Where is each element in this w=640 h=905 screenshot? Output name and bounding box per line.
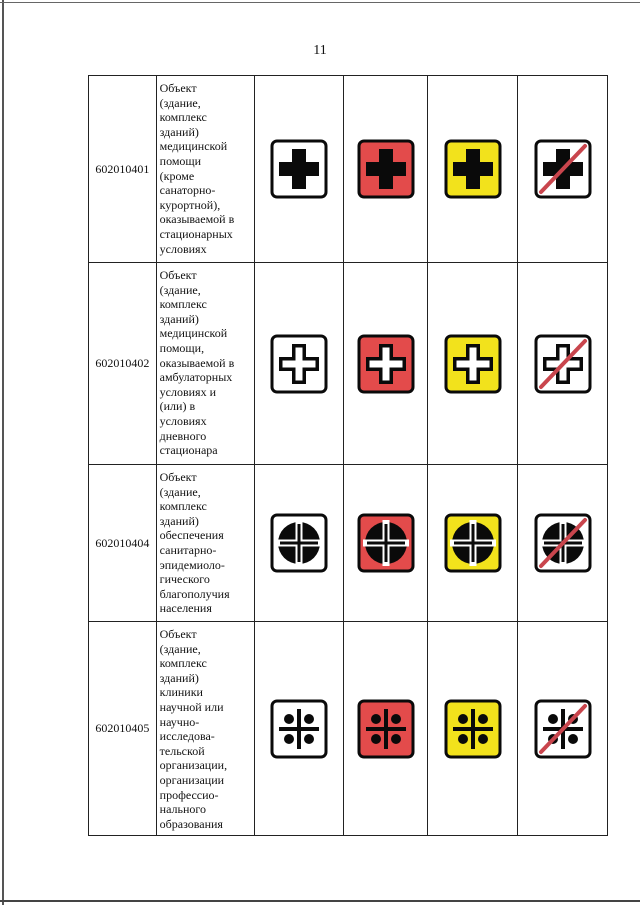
table-row: [89, 263, 608, 465]
icon-cell-crossed: [518, 263, 608, 465]
icon-cell-red: [344, 622, 428, 836]
page-number: 11: [313, 43, 327, 58]
outline-cross-icon: [443, 333, 503, 395]
row-description: Объект (здание, комплекс зданий) обеспечения санитарно- эпидемиоло- гического благополучия населения: [156, 465, 254, 622]
dotted-cross-icon: [356, 698, 416, 760]
icon-cell-red: [344, 263, 428, 465]
solid-cross-icon: [533, 138, 593, 200]
icon-cell-yellow: [428, 76, 518, 263]
icon-cell-white: [254, 76, 344, 263]
circle-cross-icon: [443, 512, 503, 574]
table-row: [89, 76, 608, 263]
solid-cross-icon: [269, 138, 329, 200]
icon-cell-red: [344, 465, 428, 622]
dotted-cross-icon: [269, 698, 329, 760]
circle-cross-icon: [533, 512, 593, 574]
icon-cell-red: [344, 76, 428, 263]
icon-cell-crossed: [518, 465, 608, 622]
outline-cross-icon: [356, 333, 416, 395]
solid-cross-icon: [443, 138, 503, 200]
scan-edge-top: [0, 2, 640, 3]
circle-cross-icon: [269, 512, 329, 574]
row-code: 602010402: [89, 263, 157, 465]
outline-cross-icon: [269, 333, 329, 395]
table-row: [89, 465, 608, 622]
row-code: 602010405: [89, 622, 157, 836]
dotted-cross-icon: [443, 698, 503, 760]
row-code: 602010401: [89, 76, 157, 263]
icon-cell-crossed: [518, 622, 608, 836]
row-description: Объект (здание, комплекс зданий) медицинской помощи, оказываемой в амбулаторных условиях и (или) в условиях дневного стационара: [156, 263, 254, 465]
outline-cross-icon: [533, 333, 593, 395]
row-description: Объект (здание, комплекс зданий) медицинской помощи (кроме санаторно- курортной), оказываемой в стационарных условиях: [156, 76, 254, 263]
icon-cell-crossed: [518, 76, 608, 263]
icon-cell-yellow: [428, 465, 518, 622]
sign-table: [88, 75, 608, 836]
table-row: [89, 622, 608, 836]
icon-cell-white: [254, 622, 344, 836]
icon-cell-yellow: [428, 622, 518, 836]
scan-edge-left: [2, 0, 4, 905]
icon-cell-yellow: [428, 263, 518, 465]
row-description: Объект (здание, комплекс зданий) клиники научной или научно- исследова- тельской организации, организации профессио- нального образования: [156, 622, 254, 836]
icon-cell-white: [254, 465, 344, 622]
row-code: 602010404: [89, 465, 157, 622]
dotted-cross-icon: [533, 698, 593, 760]
scan-edge-bottom: [0, 900, 640, 902]
circle-cross-icon: [356, 512, 416, 574]
solid-cross-icon: [356, 138, 416, 200]
icon-cell-white: [254, 263, 344, 465]
